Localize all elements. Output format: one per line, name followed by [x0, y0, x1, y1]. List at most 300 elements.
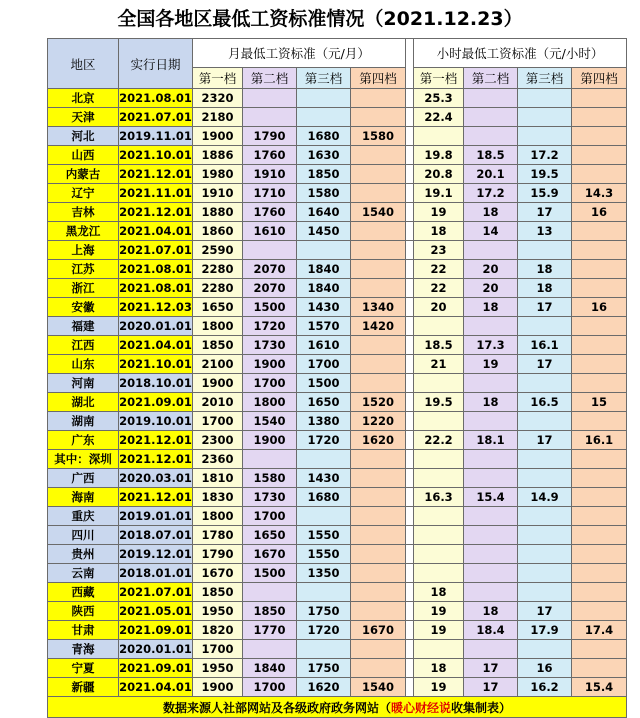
monthly-tier-4-cell: 1340 — [351, 298, 406, 317]
monthly-tier-2-cell: 1730 — [243, 336, 297, 355]
region-cell: 其中：深圳 — [48, 450, 119, 469]
region-cell: 江苏 — [48, 260, 119, 279]
hourly-tier-3-cell: 14.9 — [518, 488, 572, 507]
source-note-suffix: 收集制表） — [451, 700, 512, 715]
monthly-tier-4-cell — [351, 659, 406, 678]
monthly-tier-4-cell — [351, 279, 406, 298]
hourly-tier-4-cell — [572, 127, 627, 146]
monthly-tier-4-cell — [351, 469, 406, 488]
column-gap — [406, 564, 414, 583]
hourly-tier-2-cell — [464, 412, 518, 431]
monthly-tier-3-cell: 1630 — [297, 146, 351, 165]
region-cell: 海南 — [48, 488, 119, 507]
table-row — [48, 279, 627, 298]
monthly-tier-1-cell: 1830 — [193, 488, 243, 507]
hourly-tier-2-cell: 18.4 — [464, 621, 518, 640]
date-cell: 2021.12.01 — [119, 203, 193, 222]
hourly-tier-3-cell: 18 — [518, 260, 572, 279]
monthly-tier-2-cell: 1850 — [243, 602, 297, 621]
monthly-tier-3-cell — [297, 89, 351, 108]
header-monthly-tier-2: 第二档 — [243, 68, 297, 89]
table-row — [48, 203, 627, 222]
monthly-tier-3-cell: 1570 — [297, 317, 351, 336]
table-row — [48, 602, 627, 621]
monthly-tier-2-cell: 1710 — [243, 184, 297, 203]
hourly-tier-3-cell: 16 — [518, 659, 572, 678]
table-row — [48, 260, 627, 279]
monthly-tier-1-cell: 1886 — [193, 146, 243, 165]
column-gap — [406, 355, 414, 374]
hourly-tier-3-cell — [518, 108, 572, 127]
header-region: 地区 — [48, 39, 119, 89]
date-cell: 2021.10.01 — [119, 355, 193, 374]
hourly-tier-2-cell — [464, 545, 518, 564]
hourly-tier-1-cell: 20 — [414, 298, 464, 317]
monthly-tier-3-cell: 1850 — [297, 165, 351, 184]
table-row — [48, 317, 627, 336]
date-cell: 2019.01.01 — [119, 507, 193, 526]
monthly-tier-2-cell: 1910 — [243, 165, 297, 184]
date-cell: 2021.05.01 — [119, 602, 193, 621]
region-cell: 云南 — [48, 564, 119, 583]
monthly-tier-1-cell: 1950 — [193, 659, 243, 678]
date-cell: 2020.03.01 — [119, 469, 193, 488]
monthly-tier-1-cell: 2360 — [193, 450, 243, 469]
hourly-tier-2-cell: 18 — [464, 602, 518, 621]
monthly-tier-3-cell: 1380 — [297, 412, 351, 431]
monthly-tier-4-cell — [351, 184, 406, 203]
monthly-tier-1-cell: 2590 — [193, 241, 243, 260]
column-gap — [406, 412, 414, 431]
date-cell: 2021.07.01 — [119, 583, 193, 602]
hourly-tier-4-cell: 16 — [572, 298, 627, 317]
region-cell: 甘肃 — [48, 621, 119, 640]
date-cell: 2021.04.01 — [119, 678, 193, 697]
hourly-tier-2-cell: 18.1 — [464, 431, 518, 450]
date-cell: 2021.09.01 — [119, 659, 193, 678]
hourly-tier-2-cell — [464, 564, 518, 583]
monthly-tier-4-cell — [351, 241, 406, 260]
monthly-tier-2-cell — [243, 450, 297, 469]
date-cell: 2021.12.01 — [119, 450, 193, 469]
monthly-tier-4-cell — [351, 355, 406, 374]
region-cell: 辽宁 — [48, 184, 119, 203]
monthly-tier-1-cell: 1800 — [193, 507, 243, 526]
hourly-tier-4-cell — [572, 165, 627, 184]
hourly-tier-2-cell — [464, 241, 518, 260]
wage-table — [47, 38, 627, 718]
hourly-tier-3-cell: 17 — [518, 431, 572, 450]
date-cell: 2021.12.03 — [119, 298, 193, 317]
hourly-tier-3-cell: 13 — [518, 222, 572, 241]
monthly-tier-2-cell: 1700 — [243, 678, 297, 697]
header-hourly-tier-2: 第二档 — [464, 68, 518, 89]
hourly-tier-4-cell: 16.1 — [572, 431, 627, 450]
hourly-tier-2-cell: 18 — [464, 298, 518, 317]
region-cell: 西藏 — [48, 583, 119, 602]
monthly-tier-2-cell: 1800 — [243, 393, 297, 412]
hourly-tier-4-cell — [572, 336, 627, 355]
monthly-tier-1-cell: 1650 — [193, 298, 243, 317]
hourly-tier-4-cell — [572, 450, 627, 469]
column-gap — [406, 488, 414, 507]
column-gap — [406, 526, 414, 545]
monthly-tier-3-cell: 1840 — [297, 279, 351, 298]
table-row — [48, 564, 627, 583]
hourly-tier-3-cell: 16.2 — [518, 678, 572, 697]
hourly-tier-2-cell: 14 — [464, 222, 518, 241]
date-cell: 2021.04.01 — [119, 336, 193, 355]
hourly-tier-3-cell — [518, 545, 572, 564]
hourly-tier-4-cell — [572, 260, 627, 279]
hourly-tier-2-cell — [464, 526, 518, 545]
monthly-tier-2-cell: 1580 — [243, 469, 297, 488]
monthly-tier-1-cell: 2300 — [193, 431, 243, 450]
header-hourly-tier-3: 第三档 — [518, 68, 572, 89]
date-cell: 2021.10.01 — [119, 146, 193, 165]
hourly-tier-3-cell: 17 — [518, 602, 572, 621]
monthly-tier-4-cell — [351, 545, 406, 564]
table-row — [48, 355, 627, 374]
page-title: 全国各地区最低工资标准情况（2021.12.23） — [117, 8, 523, 30]
date-cell: 2021.12.01 — [119, 165, 193, 184]
date-cell: 2021.07.01 — [119, 241, 193, 260]
table-row — [48, 659, 627, 678]
hourly-tier-4-cell — [572, 640, 627, 659]
date-cell: 2021.09.01 — [119, 393, 193, 412]
header-hourly-tier-1: 第一档 — [414, 68, 464, 89]
date-cell: 2021.08.01 — [119, 260, 193, 279]
table-row — [48, 393, 627, 412]
table-row — [48, 374, 627, 393]
column-gap — [406, 260, 414, 279]
monthly-tier-1-cell: 1850 — [193, 336, 243, 355]
hourly-tier-2-cell: 17.2 — [464, 184, 518, 203]
date-cell: 2018.07.01 — [119, 526, 193, 545]
hourly-tier-3-cell: 17 — [518, 355, 572, 374]
monthly-tier-3-cell: 1750 — [297, 602, 351, 621]
monthly-tier-4-cell — [351, 374, 406, 393]
monthly-tier-1-cell: 1980 — [193, 165, 243, 184]
region-cell: 天津 — [48, 108, 119, 127]
hourly-tier-1-cell — [414, 127, 464, 146]
monthly-tier-1-cell: 1700 — [193, 640, 243, 659]
region-cell: 湖北 — [48, 393, 119, 412]
hourly-tier-2-cell — [464, 469, 518, 488]
column-gap — [406, 127, 414, 146]
region-cell: 广西 — [48, 469, 119, 488]
hourly-tier-4-cell — [572, 146, 627, 165]
column-gap — [406, 469, 414, 488]
hourly-tier-4-cell — [572, 659, 627, 678]
monthly-tier-3-cell: 1610 — [297, 336, 351, 355]
hourly-tier-2-cell: 17 — [464, 659, 518, 678]
hourly-tier-3-cell: 17.9 — [518, 621, 572, 640]
header-row-groups — [48, 39, 627, 68]
monthly-tier-3-cell: 1720 — [297, 431, 351, 450]
monthly-tier-2-cell: 2070 — [243, 279, 297, 298]
hourly-tier-3-cell: 17 — [518, 298, 572, 317]
hourly-tier-1-cell: 18 — [414, 222, 464, 241]
hourly-tier-1-cell — [414, 564, 464, 583]
monthly-tier-2-cell — [243, 640, 297, 659]
hourly-tier-4-cell — [572, 526, 627, 545]
region-cell: 河南 — [48, 374, 119, 393]
hourly-tier-3-cell — [518, 450, 572, 469]
date-cell: 2021.11.01 — [119, 184, 193, 203]
monthly-tier-3-cell — [297, 450, 351, 469]
monthly-tier-3-cell: 1620 — [297, 678, 351, 697]
monthly-tier-3-cell: 1450 — [297, 222, 351, 241]
monthly-tier-1-cell: 2180 — [193, 108, 243, 127]
hourly-tier-2-cell — [464, 507, 518, 526]
hourly-tier-1-cell: 18 — [414, 583, 464, 602]
region-cell: 江西 — [48, 336, 119, 355]
hourly-tier-3-cell: 17.2 — [518, 146, 572, 165]
monthly-tier-2-cell: 2070 — [243, 260, 297, 279]
date-cell: 2021.04.01 — [119, 222, 193, 241]
column-gap — [406, 222, 414, 241]
monthly-tier-3-cell: 1430 — [297, 469, 351, 488]
table-row — [48, 222, 627, 241]
monthly-tier-1-cell: 2010 — [193, 393, 243, 412]
table-row — [48, 412, 627, 431]
hourly-tier-1-cell: 19 — [414, 602, 464, 621]
monthly-tier-4-cell — [351, 640, 406, 659]
monthly-tier-1-cell: 1900 — [193, 678, 243, 697]
monthly-tier-1-cell: 1780 — [193, 526, 243, 545]
monthly-tier-3-cell — [297, 640, 351, 659]
region-cell: 北京 — [48, 89, 119, 108]
hourly-tier-4-cell: 17.4 — [572, 621, 627, 640]
date-cell: 2018.01.01 — [119, 564, 193, 583]
hourly-tier-4-cell — [572, 108, 627, 127]
monthly-tier-4-cell: 1620 — [351, 431, 406, 450]
header-hourly-tier-4: 第四档 — [572, 68, 627, 89]
hourly-tier-1-cell — [414, 317, 464, 336]
date-cell: 2021.12.01 — [119, 431, 193, 450]
footer-row — [48, 697, 627, 718]
region-cell: 上海 — [48, 241, 119, 260]
hourly-tier-4-cell — [572, 412, 627, 431]
source-note-text: 数据来源人社部网站及各级政府政务网站（ — [162, 700, 391, 715]
column-gap — [406, 203, 414, 222]
table-row — [48, 621, 627, 640]
date-cell: 2020.01.01 — [119, 640, 193, 659]
region-cell: 安徽 — [48, 298, 119, 317]
monthly-tier-2-cell — [243, 89, 297, 108]
hourly-tier-1-cell — [414, 450, 464, 469]
hourly-tier-2-cell — [464, 450, 518, 469]
hourly-tier-1-cell: 19 — [414, 203, 464, 222]
monthly-tier-2-cell — [243, 241, 297, 260]
monthly-tier-3-cell — [297, 583, 351, 602]
column-gap — [406, 602, 414, 621]
date-cell: 2019.10.01 — [119, 412, 193, 431]
monthly-tier-2-cell: 1760 — [243, 146, 297, 165]
monthly-tier-3-cell: 1350 — [297, 564, 351, 583]
column-gap — [406, 507, 414, 526]
hourly-tier-4-cell: 14.3 — [572, 184, 627, 203]
hourly-tier-3-cell — [518, 526, 572, 545]
hourly-tier-3-cell — [518, 317, 572, 336]
hourly-tier-4-cell — [572, 241, 627, 260]
table-row — [48, 241, 627, 260]
monthly-tier-3-cell: 1840 — [297, 260, 351, 279]
monthly-tier-1-cell: 2280 — [193, 260, 243, 279]
column-gap — [406, 39, 414, 89]
monthly-tier-2-cell: 1700 — [243, 507, 297, 526]
monthly-tier-1-cell: 1700 — [193, 412, 243, 431]
column-gap — [406, 583, 414, 602]
hourly-tier-1-cell: 19.8 — [414, 146, 464, 165]
monthly-tier-3-cell: 1650 — [297, 393, 351, 412]
column-gap — [406, 393, 414, 412]
hourly-tier-1-cell: 20.8 — [414, 165, 464, 184]
monthly-tier-2-cell: 1720 — [243, 317, 297, 336]
monthly-tier-2-cell: 1900 — [243, 355, 297, 374]
hourly-tier-4-cell: 15 — [572, 393, 627, 412]
monthly-tier-2-cell: 1790 — [243, 127, 297, 146]
table-row — [48, 165, 627, 184]
region-cell: 四川 — [48, 526, 119, 545]
monthly-tier-2-cell: 1500 — [243, 564, 297, 583]
monthly-tier-3-cell: 1700 — [297, 355, 351, 374]
column-gap — [406, 545, 414, 564]
monthly-tier-4-cell — [351, 260, 406, 279]
hourly-tier-4-cell — [572, 602, 627, 621]
source-note — [48, 697, 627, 718]
date-cell: 2018.10.01 — [119, 374, 193, 393]
column-gap — [406, 165, 414, 184]
hourly-tier-4-cell — [572, 222, 627, 241]
monthly-tier-3-cell: 1720 — [297, 621, 351, 640]
table-row — [48, 678, 627, 697]
column-gap — [406, 431, 414, 450]
column-gap — [406, 621, 414, 640]
region-cell: 浙江 — [48, 279, 119, 298]
hourly-tier-3-cell: 16.1 — [518, 336, 572, 355]
hourly-tier-2-cell — [464, 640, 518, 659]
monthly-tier-4-cell — [351, 146, 406, 165]
monthly-tier-3-cell: 1500 — [297, 374, 351, 393]
table-row — [48, 127, 627, 146]
monthly-tier-4-cell: 1540 — [351, 678, 406, 697]
monthly-tier-3-cell: 1750 — [297, 659, 351, 678]
hourly-tier-4-cell — [572, 507, 627, 526]
hourly-tier-1-cell: 22.4 — [414, 108, 464, 127]
hourly-tier-2-cell — [464, 583, 518, 602]
monthly-tier-1-cell: 1860 — [193, 222, 243, 241]
hourly-tier-3-cell — [518, 374, 572, 393]
hourly-tier-1-cell — [414, 374, 464, 393]
monthly-tier-1-cell: 1790 — [193, 545, 243, 564]
monthly-tier-2-cell: 1650 — [243, 526, 297, 545]
monthly-tier-1-cell: 2280 — [193, 279, 243, 298]
hourly-tier-2-cell: 15.4 — [464, 488, 518, 507]
hourly-tier-2-cell: 17 — [464, 678, 518, 697]
hourly-tier-1-cell: 25.3 — [414, 89, 464, 108]
hourly-tier-4-cell — [572, 488, 627, 507]
header-date: 实行日期 — [119, 39, 193, 89]
table-row — [48, 450, 627, 469]
region-cell: 宁夏 — [48, 659, 119, 678]
hourly-tier-4-cell: 15.4 — [572, 678, 627, 697]
date-cell: 2020.01.01 — [119, 317, 193, 336]
date-cell: 2021.08.01 — [119, 279, 193, 298]
hourly-tier-3-cell — [518, 241, 572, 260]
region-cell: 吉林 — [48, 203, 119, 222]
column-gap — [406, 659, 414, 678]
column-gap — [406, 241, 414, 260]
monthly-tier-2-cell: 1610 — [243, 222, 297, 241]
hourly-tier-3-cell: 15.9 — [518, 184, 572, 203]
hourly-tier-2-cell: 18.5 — [464, 146, 518, 165]
table-row — [48, 184, 627, 203]
monthly-tier-4-cell — [351, 583, 406, 602]
table-row — [48, 507, 627, 526]
monthly-tier-1-cell: 2320 — [193, 89, 243, 108]
date-cell: 2021.12.01 — [119, 488, 193, 507]
table-row — [48, 640, 627, 659]
monthly-tier-3-cell: 1550 — [297, 526, 351, 545]
table-row — [48, 298, 627, 317]
hourly-tier-4-cell — [572, 564, 627, 583]
monthly-tier-1-cell: 1910 — [193, 184, 243, 203]
hourly-tier-2-cell: 20 — [464, 279, 518, 298]
monthly-tier-1-cell: 1900 — [193, 127, 243, 146]
monthly-tier-3-cell — [297, 507, 351, 526]
hourly-tier-1-cell: 23 — [414, 241, 464, 260]
hourly-tier-3-cell — [518, 640, 572, 659]
hourly-tier-3-cell — [518, 564, 572, 583]
header-monthly: 月最低工资标准（元/月） — [193, 39, 406, 68]
monthly-tier-3-cell: 1550 — [297, 545, 351, 564]
region-cell: 新疆 — [48, 678, 119, 697]
column-gap — [406, 317, 414, 336]
hourly-tier-1-cell: 16.3 — [414, 488, 464, 507]
monthly-tier-2-cell: 1840 — [243, 659, 297, 678]
table-row — [48, 146, 627, 165]
region-cell: 重庆 — [48, 507, 119, 526]
header-monthly-tier-4: 第四档 — [351, 68, 406, 89]
monthly-tier-3-cell — [297, 241, 351, 260]
table-row — [48, 469, 627, 488]
column-gap — [406, 298, 414, 317]
monthly-tier-1-cell: 1850 — [193, 583, 243, 602]
hourly-tier-2-cell: 17.3 — [464, 336, 518, 355]
column-gap — [406, 108, 414, 127]
hourly-tier-1-cell: 19.1 — [414, 184, 464, 203]
monthly-tier-2-cell: 1770 — [243, 621, 297, 640]
hourly-tier-2-cell: 20.1 — [464, 165, 518, 184]
table-row — [48, 583, 627, 602]
hourly-tier-1-cell — [414, 507, 464, 526]
hourly-tier-3-cell: 16.5 — [518, 393, 572, 412]
monthly-tier-4-cell: 1580 — [351, 127, 406, 146]
table-row — [48, 545, 627, 564]
hourly-tier-1-cell — [414, 545, 464, 564]
hourly-tier-2-cell — [464, 374, 518, 393]
region-cell: 贵州 — [48, 545, 119, 564]
monthly-tier-4-cell — [351, 488, 406, 507]
column-gap — [406, 678, 414, 697]
hourly-tier-1-cell: 19 — [414, 678, 464, 697]
monthly-tier-2-cell: 1760 — [243, 203, 297, 222]
monthly-tier-2-cell: 1900 — [243, 431, 297, 450]
hourly-tier-4-cell — [572, 583, 627, 602]
hourly-tier-3-cell: 17 — [518, 203, 572, 222]
